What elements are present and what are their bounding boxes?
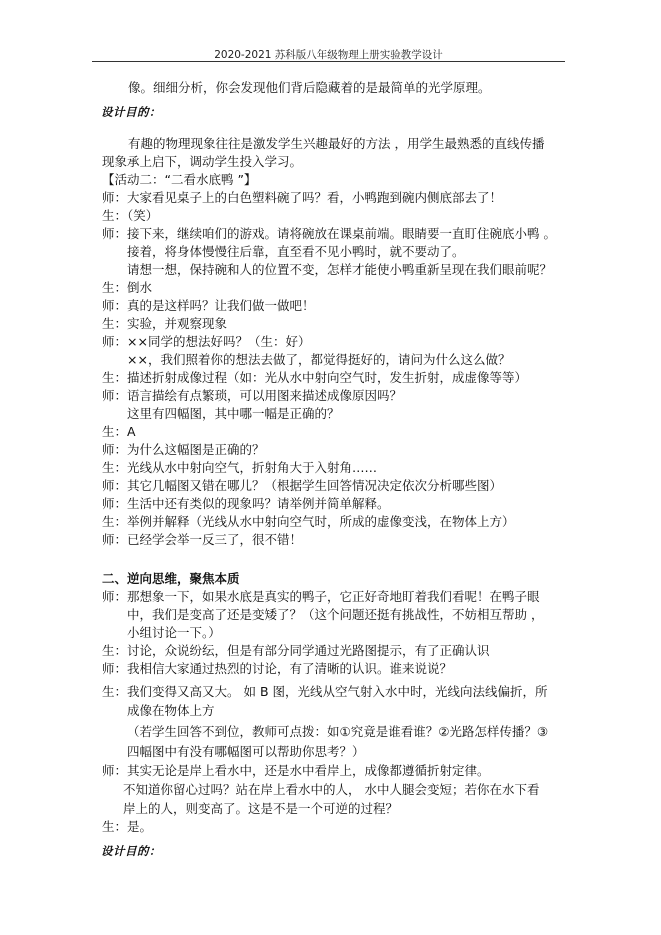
text-line: 这里有四幅图，其中哪一幅是正确的？ [127, 406, 340, 421]
text-line: 生：（笑） [102, 208, 159, 223]
text-line: 师：××同学的想法好吗？（生：好） [102, 334, 311, 349]
text-line: 师：那想象一下，如果水底是真实的鸭子，它正好奇地盯着我们看呢！在鸭子眼 [102, 589, 540, 604]
section-heading: 二、逆向思维，聚焦本质 [102, 571, 240, 586]
text-line: 生：光线从水中射向空气，折射角大于入射角…… [102, 460, 378, 475]
text-line: 生：是。 [102, 819, 153, 834]
design-purpose-label: 设计目的： [101, 105, 161, 119]
text-line: 岸上的人，则变高了。这是不是一个可逆的过程？ [123, 801, 399, 816]
text-line: 生：描述折射成像过程（如：光从水中射向空气时，发生折射，成虚像等等） [102, 370, 528, 385]
text-line: 接着，将身体慢慢往后靠，直至看不见小鸭时，就不要动了。 [127, 244, 465, 259]
text-line: 生：实验，并观察现象 [102, 316, 228, 331]
text-line: 生：我们变得又高又大。 如 B 图，光线从空气射入水中时，光线向法线偏折，所 [102, 684, 548, 699]
text-line: 不知道你留心过吗？站在岸上看水中的人， 水中人腿会变短；若你在水下看 [123, 782, 540, 797]
text-line: 师：语言描绘有点繁琐，可以用图来描述成像原因吗？ [102, 388, 403, 403]
text-line: 师：已经学会举一反三了，很不错！ [102, 532, 303, 547]
text-line: 师：生活中还有类似的现象吗？请举例并简单解释。 [102, 496, 390, 511]
text-line: （若学生回答不到位，教师可点拨：如①究竟是谁看谁？②光路怎样传播？③ [127, 724, 549, 739]
text-line: 成像在物体上方 [127, 703, 215, 718]
text-line: 生：举例并解释（光线从水中射向空气时，所成的虚像变浅，在物体上方） [102, 514, 515, 529]
text-line: 师：为什么这幅图是正确的？ [102, 442, 265, 457]
text-line: 生：倒水 [102, 280, 153, 295]
text-line: 师：其它几幅图又错在哪儿？（根据学生回答情况决定依次分析哪些图） [102, 478, 503, 493]
text-line: 师：接下来，继续咱们的游戏。请将碗放在课桌前端。眼睛要一直盯住碗底小鸭 。 [102, 226, 556, 241]
text-line: 师：真的是这样吗？让我们做一做吧！ [102, 298, 315, 313]
text-line: 生：A [102, 424, 136, 439]
text-line: 生：讨论，众说纷纭，但是有部分同学通过光路图提示，有了正确认识 [102, 643, 490, 658]
text-line: 请想一想，保持碗和人的位置不变，怎样才能使小鸭重新呈现在我们眼前呢？ [127, 262, 553, 277]
text-line: 有趣的物理现象往往是激发学生兴趣最好的方法 ，用学生最熟悉的直线传播 [128, 136, 545, 151]
text-line: 师：其实无论是岸上看水中，还是水中看岸上，成像都遵循折射定律。 [102, 763, 490, 778]
design-purpose-label: 设计目的： [101, 844, 161, 858]
activity-heading: 【活动二：“二看水底鸭 ”】 [102, 172, 257, 187]
text-line: 现象承上启下，调动学生投入学习。 [102, 154, 303, 169]
text-line: 四幅图中有没有哪幅图可以帮助你思考？） [127, 744, 365, 759]
text-line: 师：大家看见桌子上的白色塑料碗了吗？看，小鸭跑到碗内侧底部去了！ [102, 190, 503, 205]
header-divider [92, 61, 565, 62]
text-line: 小组讨论一下。） [127, 625, 221, 640]
text-line: 像。细细分析，你会发现他们背后隐藏着的是最简单的光学原理。 [128, 80, 491, 95]
text-line: 中，我们是变高了还是变矮了？（这个问题还挺有挑战性，不妨相互帮助 ， [127, 607, 544, 622]
text-line: ××，我们照着你的想法去做了，都觉得挺好的，请问为什么这么做？ [127, 352, 511, 367]
text-line: 师：我相信大家通过热烈的讨论，有了清晰的认识。谁来说说？ [102, 661, 453, 676]
page-header: 2020-2021 苏科版八年级物理上册实验教学设计 [214, 49, 443, 61]
